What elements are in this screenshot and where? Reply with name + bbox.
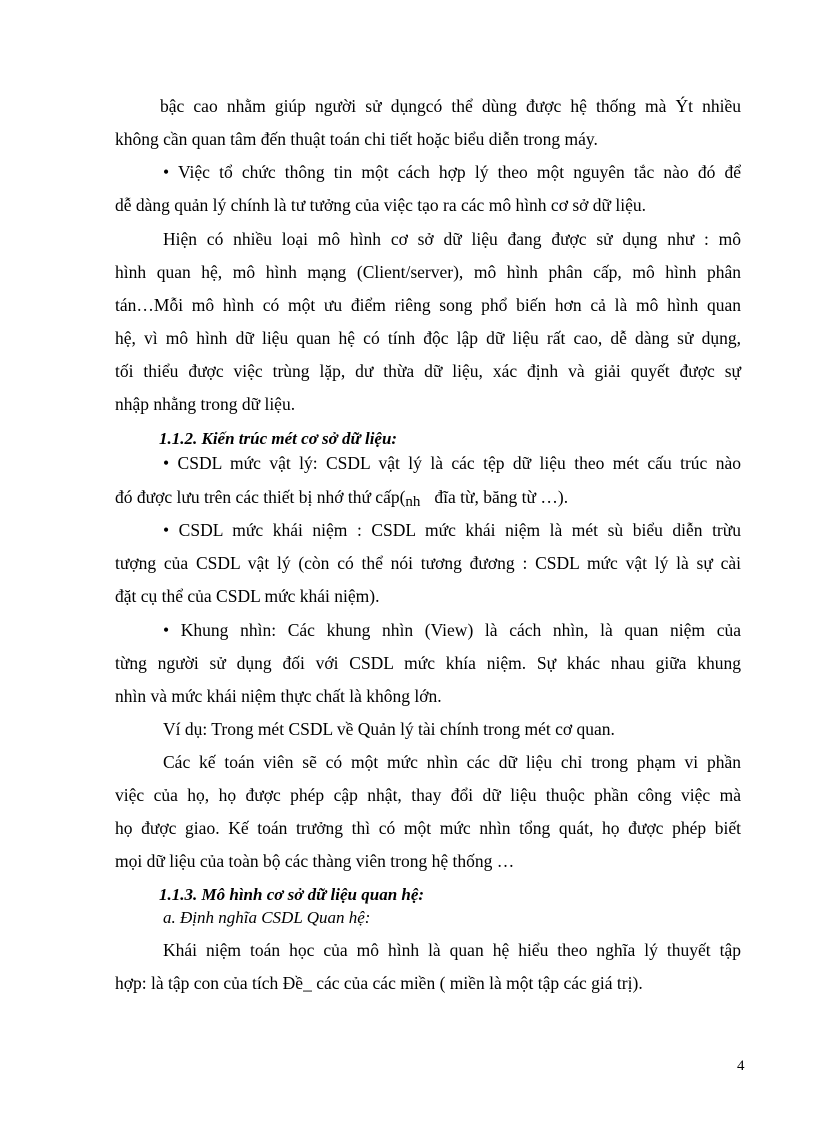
section-112-bullet-2-line-3: đặt cụ thể của CSDL mức khái niệm). [115, 586, 380, 606]
section-112-para-line-3: họ được giao. Kế toán trưởng thì có một mức nhìn tổng quát, họ được phép biết [115, 818, 741, 838]
section-112-bullet-2-line-1: • CSDL mức khái niệm : CSDL mức khái niệm là mét sù biểu diễn trừu [163, 520, 741, 540]
bullet-1-line-2-part-b: nh [405, 494, 421, 510]
paragraph-1-line-2: không cần quan tâm đến thuật toán chi tiết hoặc biểu diễn trong máy. [115, 129, 598, 149]
page-number: 4 [737, 1058, 745, 1074]
section-112-para-line-2: việc của họ, họ được phép cập nhật, thay đổi dữ liệu thuộc phần công việc mà [115, 785, 741, 805]
paragraph-3-line-1: Hiện có nhiều loại mô hình cơ sở dữ liệu đang được sử dụng như : mô [163, 229, 741, 249]
paragraph-3-line-5: tối thiểu được việc trùng lặp, dư thừa dữ liệu, xác định và giải quyết được sự [115, 361, 741, 381]
bullet-1-line-2-part-a: đó được lưu trên các thiết bị nhớ thứ cấp( [115, 487, 406, 507]
bullet-paragraph-2-line-1: • Việc tổ chức thông tin một cách hợp lý theo một nguyên tắc nào đó để [163, 162, 741, 182]
section-113-subheading: a. Định nghĩa CSDL Quan hệ: [163, 908, 371, 927]
section-112-para-line-1: Các kế toán viên sẽ có một mức nhìn các dữ liệu chỉ trong phạm vi phần [163, 752, 741, 772]
section-113-para-line-1: Khái niệm toán học của mô hình là quan hệ hiểu theo nghĩa lý thuyết tập [163, 940, 741, 960]
section-112-heading: 1.1.2. Kiến trúc mét cơ sở dữ liệu: [159, 429, 398, 448]
section-113-heading: 1.1.3. Mô hình cơ sở dữ liệu quan hệ: [159, 885, 425, 904]
paragraph-3-line-6: nhập nhằng trong dữ liệu. [115, 394, 296, 414]
section-112-bullet-3-line-1: • Khung nhìn: Các khung nhìn (View) là cách nhìn, là quan niệm của [163, 620, 741, 640]
bullet-paragraph-2-line-2: dễ dàng quản lý chính là tư tưởng của việc tạo ra các mô hình cơ sở dữ liệu. [115, 195, 646, 215]
section-112-bullet-1-line-2 [115, 486, 568, 510]
paragraph-3-line-4: hệ, vì mô hình dữ liệu quan hệ có tính độc lập dữ liệu rất cao, dễ dàng sử dụng, [115, 328, 741, 348]
paragraph-1-line-1: bậc cao nhằm giúp người sử dụngcó thể dùng được hệ thống mà Ýt nhiều [160, 96, 741, 116]
section-112-bullet-3-line-3: nhìn và mức khái niệm thực chất là không lớn. [115, 686, 442, 706]
bullet-1-line-2-part-c: đĩa từ, băng từ …). [434, 487, 569, 507]
section-112-bullet-3-line-2: từng người sử dụng đối với CSDL mức khía niệm. Sự khác nhau giữa khung [115, 653, 741, 673]
paragraph-3-line-3: tán…Mỗi mô hình có một ưu điểm riêng song phổ biến hơn cả là mô hình quan [115, 295, 741, 315]
section-112-bullet-1-line-1: • CSDL mức vật lý: CSDL vật lý là các tệp dữ liệu theo mét cấu trúc nào [163, 453, 741, 473]
section-112-example: Ví dụ: Trong mét CSDL về Quản lý tài chính trong mét cơ quan. [163, 719, 615, 739]
section-113-para-line-2: hợp: là tập con của tích Đề_ các của các miền ( miền là một tập các giá trị). [115, 973, 643, 993]
section-112-para-line-4: mọi dữ liệu của toàn bộ các thàng viên trong hệ thống … [115, 851, 515, 871]
paragraph-3-line-2: hình quan hệ, mô hình mạng (Client/server), mô hình phân cấp, mô hình phân [115, 262, 741, 282]
section-112-bullet-2-line-2: tượng của CSDL vật lý (còn có thể nói tương đương : CSDL mức vật lý là sự cài [115, 553, 741, 573]
